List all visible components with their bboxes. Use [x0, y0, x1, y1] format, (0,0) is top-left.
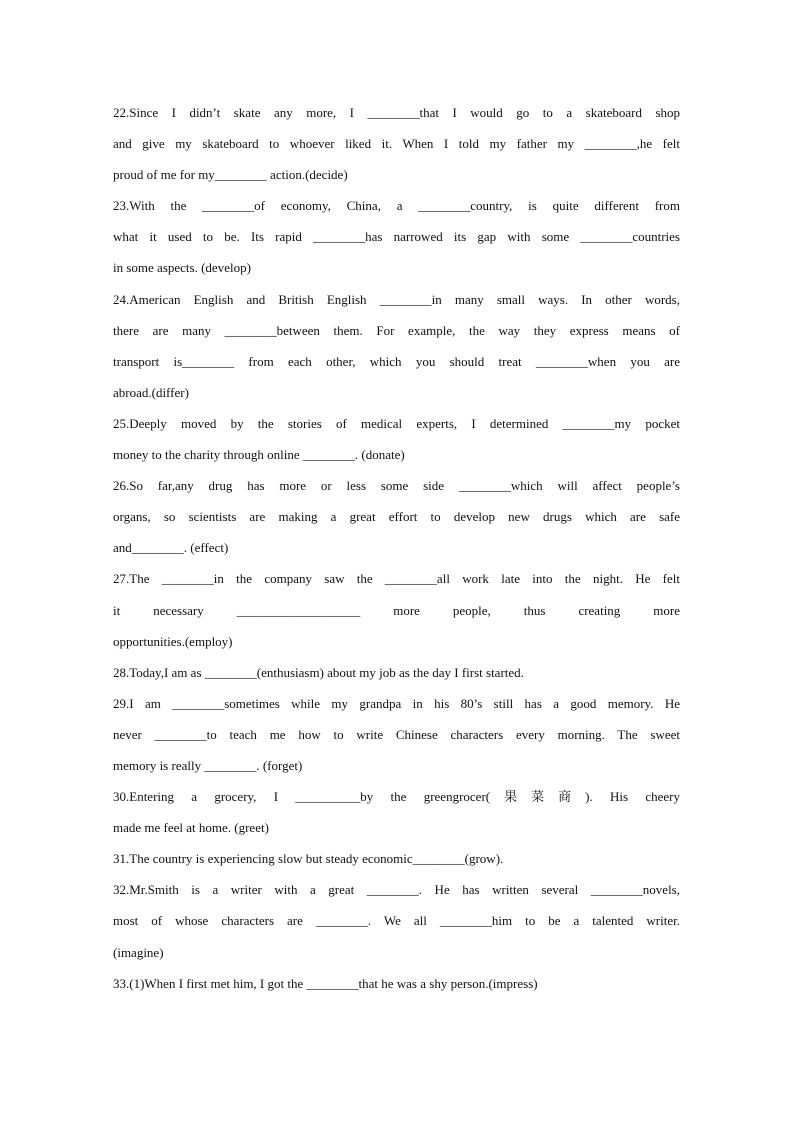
- question-line: abroad.(differ): [113, 384, 189, 400]
- question-line: 22.Since I didn’t skate any more, I ________that I would go to a skateboard shop: [113, 105, 680, 120]
- question-line: proud of me for my________ action.(decide): [113, 167, 348, 183]
- question-23: [113, 190, 680, 283]
- question-line: 30.Entering a grocery, I __________by the greengrocer(果菜商). His cheery: [113, 789, 680, 805]
- question-line: there are many ________between them. For example, the way they express means of: [113, 322, 680, 338]
- question-27: [113, 563, 680, 656]
- question-31: [113, 843, 680, 874]
- question-22: [113, 97, 680, 190]
- question-line: 25.Deeply moved by the stories of medical experts, I determined ________my pocket: [113, 415, 680, 431]
- question-line: in some aspects. (develop): [113, 260, 251, 276]
- question-line: transport is________ from each other, which you should treat ________when you are: [113, 353, 680, 369]
- question-25: [113, 408, 680, 470]
- question-line: opportunities.(employ): [113, 633, 233, 649]
- question-line: 23.With the ________of economy, China, a ________country, is quite different from: [113, 198, 680, 214]
- question-line: and________. (effect): [113, 540, 229, 556]
- question-line: (imagine): [113, 944, 164, 960]
- question-33: [113, 968, 680, 999]
- question-line: 32.Mr.Smith is a writer with a great ________. He has written several ________novels,: [113, 882, 680, 898]
- question-line: what it used to be. Its rapid ________has narrowed its gap with some ________countries: [113, 229, 680, 245]
- question-line: 29.I am ________sometimes while my grandpa in his 80’s still has a good memory. He: [113, 695, 680, 711]
- question-32: [113, 874, 680, 967]
- question-line: organs, so scientists are making a great effort to develop new drugs which are safe: [113, 509, 680, 525]
- question-line: most of whose characters are ________. We all ________him to be a talented writer.: [113, 913, 680, 929]
- question-line: 24.American English and British English ________in many small ways. In other words,: [113, 291, 680, 307]
- question-line: 33.(1)When I first met him, I got the ________that he was a shy person.(impress): [113, 975, 538, 991]
- question-line: it necessary ___________________ more people, thus creating more: [113, 602, 680, 618]
- question-28: [113, 657, 680, 688]
- question-line: and give my skateboard to whoever liked it. When I told my father my ________,he felt: [113, 136, 680, 152]
- question-line: money to the charity through online ________. (donate): [113, 447, 405, 463]
- question-line: made me feel at home. (greet): [113, 820, 269, 836]
- question-line: 31.The country is experiencing slow but steady economic________(grow).: [113, 851, 504, 867]
- question-line: 27.The ________in the company saw the ________all work late into the night. He felt: [113, 571, 680, 587]
- question-line: memory is really ________. (forget): [113, 757, 303, 773]
- question-30: [113, 781, 680, 843]
- question-line: 26.So far,any drug has more or less some side ________which will affect people’s: [113, 478, 680, 494]
- question-line: 28.Today,I am as ________(enthusiasm) about my job as the day I first started.: [113, 664, 524, 680]
- question-24: [113, 284, 680, 408]
- exercise-page: [113, 97, 680, 999]
- question-29: [113, 688, 680, 781]
- question-26: [113, 470, 680, 563]
- question-line: never ________to teach me how to write Chinese characters every morning. The sweet: [113, 726, 680, 742]
